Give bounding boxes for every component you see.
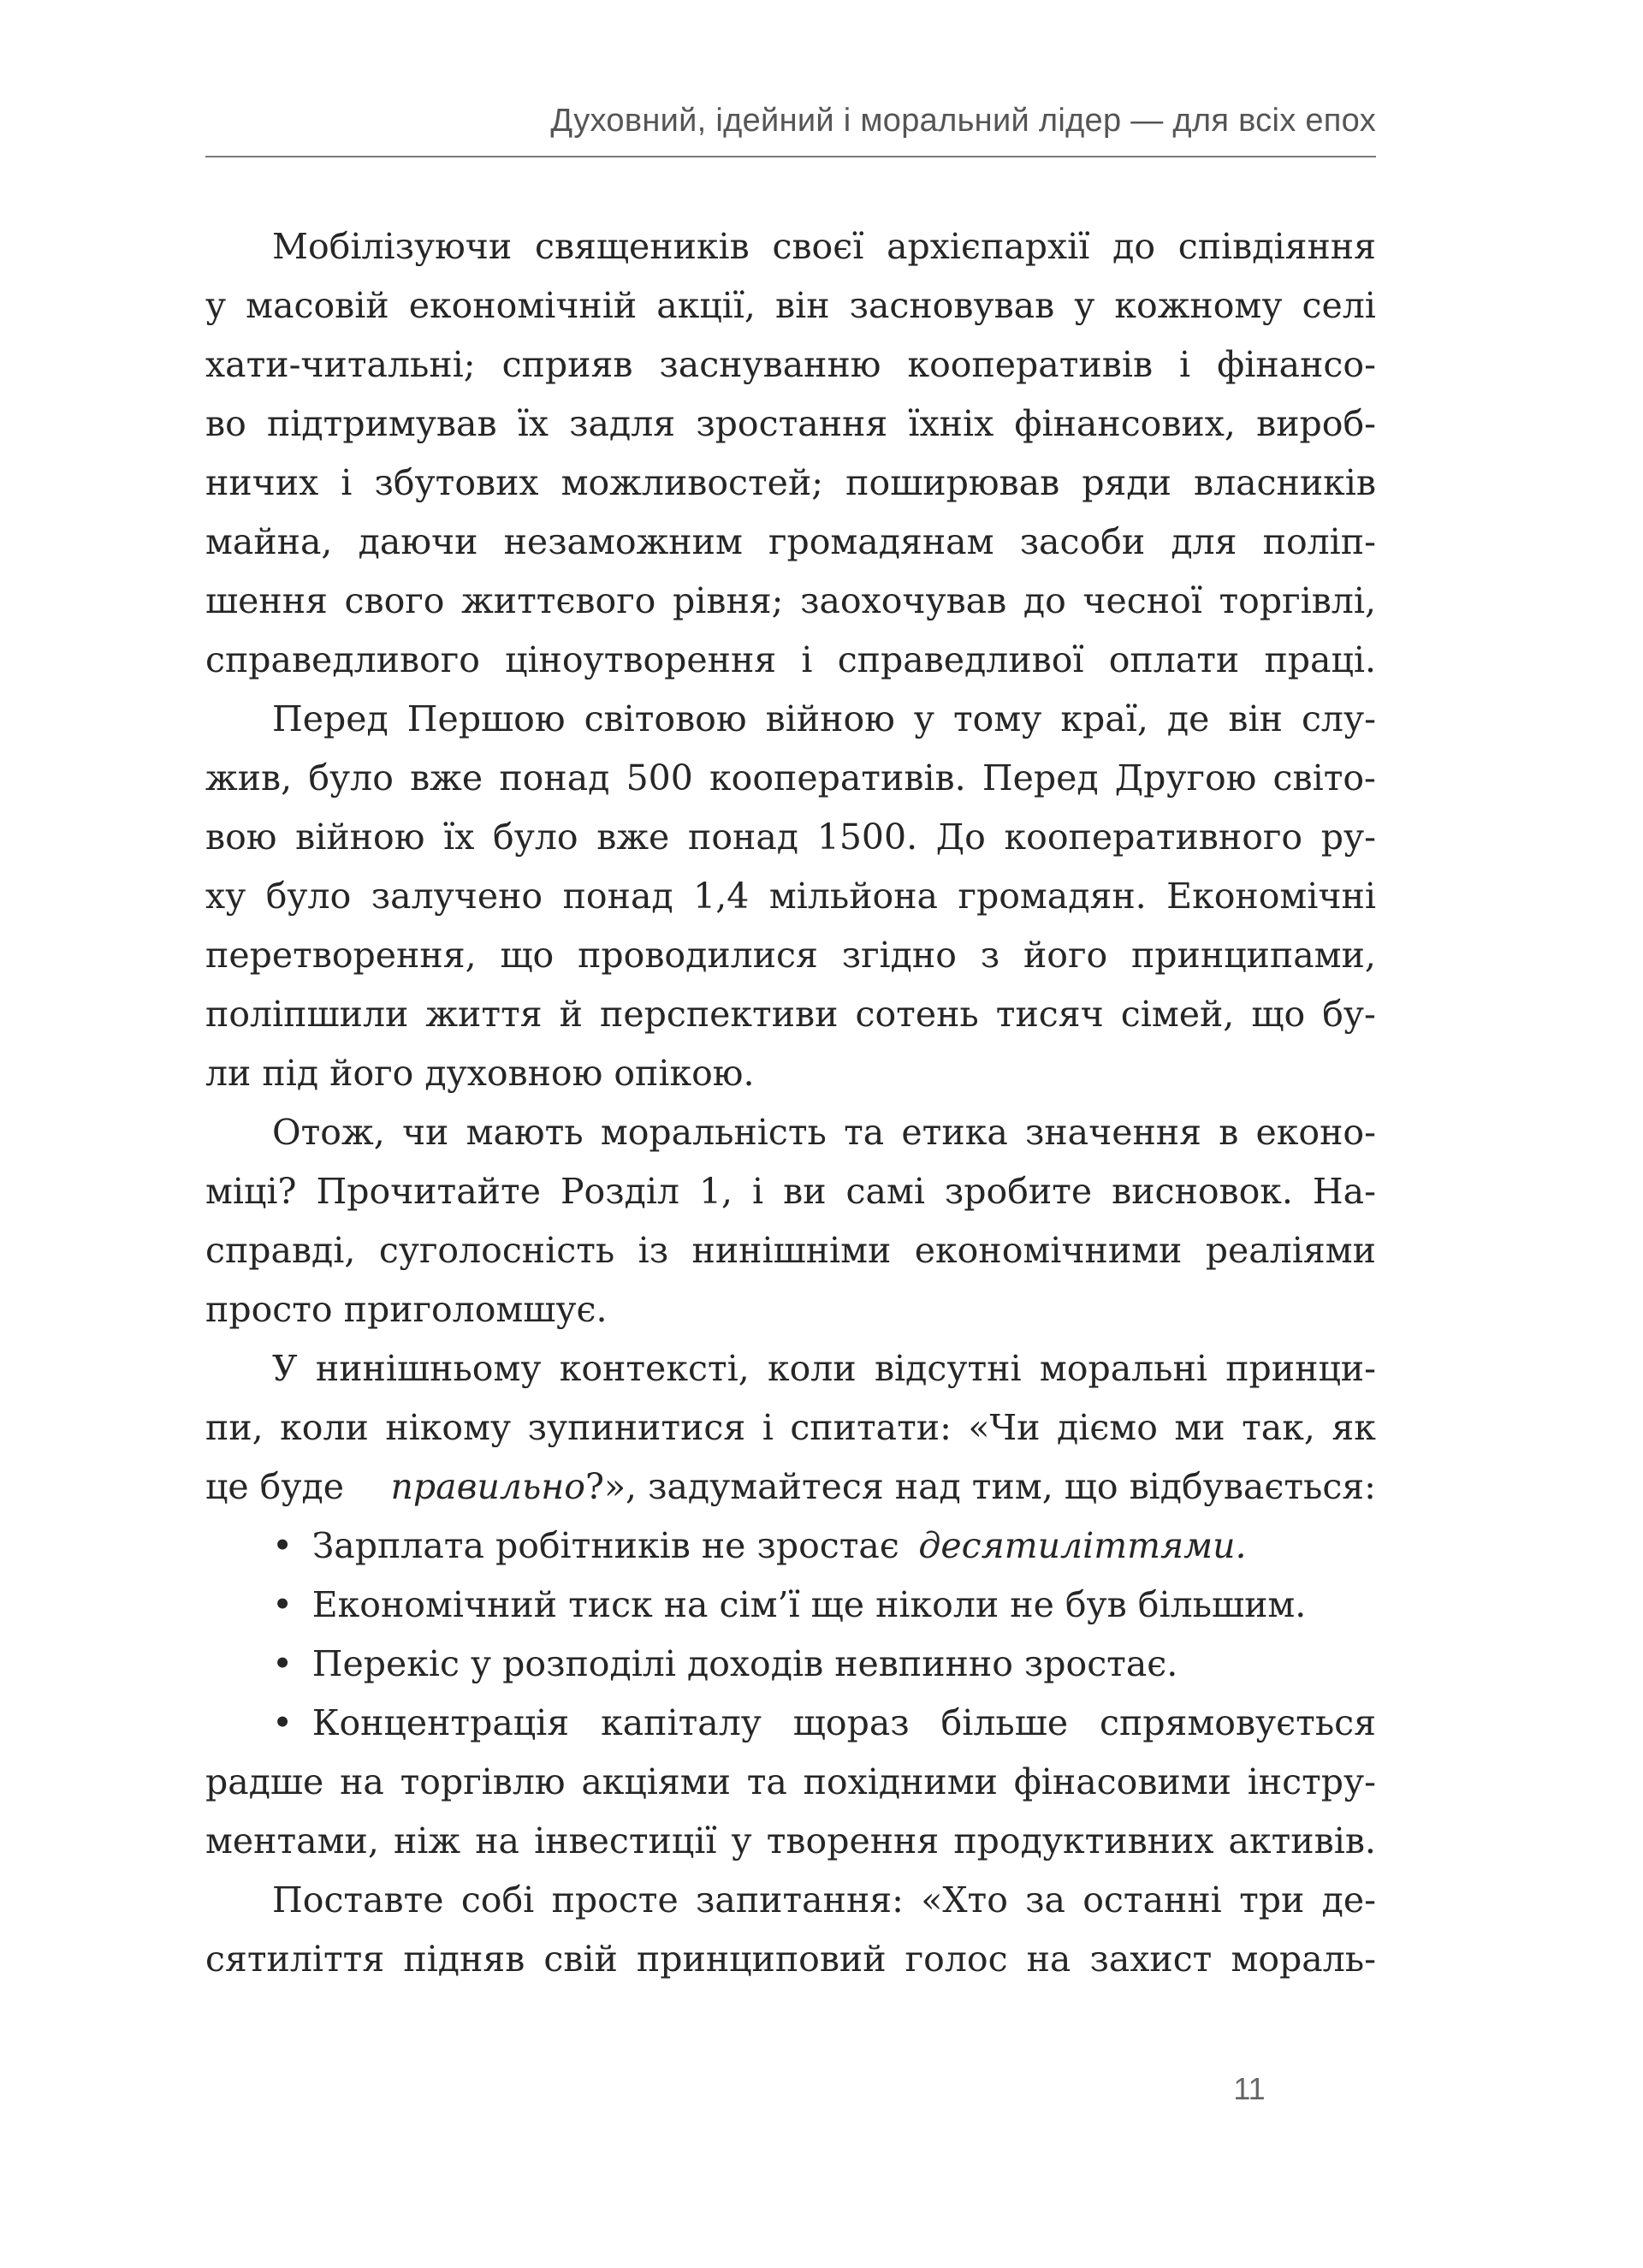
text-line xyxy=(205,985,1376,1044)
word: мораль- xyxy=(1231,1938,1376,1980)
word: й xyxy=(559,994,583,1035)
bullet-text: Економічний тиск на сім’ї ще ніколи не був більшим. xyxy=(311,1584,1307,1625)
word: акціями xyxy=(581,1761,731,1802)
word: Перед xyxy=(982,757,1099,799)
word: понад xyxy=(499,757,610,799)
word: значення xyxy=(1024,1112,1201,1153)
bullet-text: Перекіс у розподілі доходів невпинно зростає. xyxy=(311,1643,1178,1684)
text-line: просто приголомшує. xyxy=(205,1289,608,1330)
word: тому xyxy=(952,698,1042,739)
word: останні xyxy=(1082,1879,1222,1921)
running-header-title: Духовний, ідейний і моральний лідер — для всіх епох xyxy=(550,103,1376,139)
word: Отож, xyxy=(272,1112,385,1153)
word: їхніх xyxy=(908,403,994,444)
word: світо- xyxy=(1272,757,1376,799)
text-line xyxy=(205,690,1376,749)
word: селі xyxy=(1302,285,1376,326)
text-line xyxy=(205,217,1376,276)
bullet-item xyxy=(205,1517,1376,1576)
word: коли xyxy=(768,1348,857,1389)
word: світовою xyxy=(584,698,747,739)
word: вже xyxy=(596,816,670,858)
word: кооперативів. xyxy=(709,757,966,799)
word: 1500. xyxy=(816,816,918,858)
word: вою xyxy=(205,816,277,858)
word: три xyxy=(1239,1879,1305,1921)
word: «Чи xyxy=(968,1407,1041,1448)
word: на xyxy=(1026,1938,1071,1980)
word: підняв xyxy=(403,1938,525,1980)
text-line xyxy=(205,867,1376,926)
word: принциповий xyxy=(636,1938,887,1980)
word: 1, xyxy=(698,1171,733,1212)
word: нікому xyxy=(385,1407,512,1448)
word: було xyxy=(265,876,352,917)
word: спрямовується xyxy=(1100,1702,1376,1743)
text-line: ли під його духовною опікою. xyxy=(205,1053,755,1094)
word: еконо- xyxy=(1255,1112,1376,1153)
text-line xyxy=(205,1339,1376,1398)
text-run xyxy=(391,1458,1377,1517)
word: незаможним xyxy=(503,521,743,562)
word: поширював xyxy=(845,462,1060,503)
text-line xyxy=(205,808,1376,867)
word: тисяч xyxy=(995,994,1104,1035)
word: самі xyxy=(845,1171,925,1212)
word: праці. xyxy=(1264,639,1376,680)
word: просте xyxy=(551,1879,679,1921)
bullet-item xyxy=(205,1576,1376,1635)
emphasized-word: правильно xyxy=(390,1466,585,1507)
word: свого xyxy=(344,580,445,621)
word: міці? xyxy=(205,1171,297,1212)
word: війною xyxy=(295,816,425,858)
word: фінансо- xyxy=(1217,344,1376,385)
bullet-text xyxy=(312,1694,1376,1753)
text-line xyxy=(205,749,1376,808)
paragraph-1 xyxy=(205,217,1376,690)
word: До xyxy=(935,816,986,858)
word: заснуванню xyxy=(659,344,881,385)
word: на xyxy=(340,1761,384,1802)
word: захист xyxy=(1089,1938,1213,1980)
word: похідними xyxy=(803,1761,998,1802)
word: священиків xyxy=(534,226,750,267)
text-line xyxy=(205,926,1376,985)
bullet-list xyxy=(205,1517,1376,1871)
word: сприяв xyxy=(501,344,633,385)
word: зростання xyxy=(696,403,888,444)
paragraph-closing xyxy=(205,1871,1376,1989)
bullet-marker: • xyxy=(272,1643,294,1684)
word: радше xyxy=(205,1761,324,1802)
word: і xyxy=(1179,344,1191,385)
word: коли xyxy=(280,1407,369,1448)
text-line-with-emphasis xyxy=(205,1458,1376,1517)
word: понад xyxy=(688,816,799,858)
bullet-first-line xyxy=(205,1694,1376,1753)
word: етика xyxy=(901,1112,1008,1153)
word: капіталу xyxy=(601,1702,762,1743)
word: оплати xyxy=(1108,639,1240,680)
word: Поставте xyxy=(272,1879,444,1921)
word: більше xyxy=(940,1702,1069,1743)
word: запитання: xyxy=(696,1879,904,1921)
word: ми xyxy=(1174,1407,1225,1448)
text-line xyxy=(205,1398,1376,1458)
word: архієпархії xyxy=(887,226,1090,267)
word: зробите xyxy=(944,1171,1093,1212)
word: мільйона xyxy=(768,876,938,917)
word: голос xyxy=(905,1938,1008,1980)
word: можливостей; xyxy=(561,462,824,503)
header-rule xyxy=(205,156,1376,157)
text-line xyxy=(205,335,1376,395)
word: ментами, xyxy=(205,1820,379,1861)
word: вироб- xyxy=(1256,403,1376,444)
word: де xyxy=(1166,698,1210,739)
word: інстру- xyxy=(1247,1761,1376,1802)
word: так, xyxy=(1242,1407,1315,1448)
text-line xyxy=(205,276,1376,335)
word: в xyxy=(1219,1112,1239,1153)
text-line xyxy=(205,631,1376,690)
word: згідно xyxy=(841,935,957,976)
bullet-item xyxy=(205,1694,1376,1871)
text-line xyxy=(205,572,1376,631)
paragraph-2 xyxy=(205,690,1376,1103)
text-line xyxy=(205,454,1376,513)
word: що xyxy=(500,935,555,976)
word: спитати: xyxy=(790,1407,952,1448)
body-text xyxy=(205,217,1376,1989)
word: Мобілізуючи xyxy=(272,226,513,267)
text-line xyxy=(205,513,1376,572)
word: контексті, xyxy=(559,1348,750,1389)
word: і xyxy=(762,1407,774,1448)
word: де- xyxy=(1321,1879,1376,1921)
word: громадянам xyxy=(768,521,994,562)
word: підтримував xyxy=(266,403,497,444)
word: моральні xyxy=(1039,1348,1207,1389)
word: жив, xyxy=(205,757,293,799)
text-line xyxy=(205,1162,1376,1221)
word: пи, xyxy=(205,1407,264,1448)
word: продуктивних xyxy=(953,1820,1214,1861)
word: сімей, xyxy=(1120,994,1235,1035)
word: торгівлі, xyxy=(1219,580,1376,621)
word: 1,4 xyxy=(693,876,750,917)
word: для xyxy=(1171,521,1237,562)
word: за xyxy=(1025,1879,1065,1921)
word: кооперативного xyxy=(1004,816,1303,858)
word: торгівлю xyxy=(400,1761,566,1802)
word: задля xyxy=(569,403,676,444)
word: та xyxy=(844,1112,885,1153)
word: моральність xyxy=(600,1112,827,1153)
word: рівня; xyxy=(673,580,784,621)
word: кожному xyxy=(1114,285,1283,326)
word: Прочитайте xyxy=(316,1171,541,1212)
text-line xyxy=(205,395,1376,454)
paragraph-4 xyxy=(205,1339,1376,1517)
word: суголосність xyxy=(378,1230,615,1271)
word: він xyxy=(775,285,830,326)
word: свій xyxy=(543,1938,618,1980)
word: у xyxy=(731,1820,752,1861)
word: мають xyxy=(466,1112,584,1153)
text-line xyxy=(205,1103,1376,1162)
word: щораз xyxy=(792,1702,910,1743)
word: було xyxy=(308,757,394,799)
word: акції, xyxy=(656,285,756,326)
bullet-marker: • xyxy=(272,1525,294,1566)
word: На- xyxy=(1312,1171,1376,1212)
word: активів. xyxy=(1228,1820,1376,1861)
word: Другою xyxy=(1114,757,1257,799)
word: висновок. xyxy=(1112,1171,1293,1212)
word: фінасовими xyxy=(1013,1761,1231,1802)
text-run: ?», задумайтеся над тим, що відбувається: xyxy=(584,1466,1376,1507)
word: принци- xyxy=(1225,1348,1376,1389)
word: засоби xyxy=(1019,521,1146,562)
word: на xyxy=(475,1820,519,1861)
word: чесної xyxy=(1082,580,1202,621)
word: проводилися xyxy=(578,935,818,976)
word: масовій xyxy=(246,285,389,326)
word: що xyxy=(1251,994,1306,1035)
word: майна, xyxy=(205,521,333,562)
word: бу- xyxy=(1322,994,1376,1035)
word: даючи xyxy=(358,521,478,562)
word: собі xyxy=(460,1879,535,1921)
text-line xyxy=(205,1812,1376,1871)
page-number: 11 xyxy=(1233,2071,1266,2106)
word: діємо xyxy=(1056,1407,1158,1448)
word: співдіяння xyxy=(1177,226,1376,267)
word: перетворення, xyxy=(205,935,477,976)
word: кооперативів xyxy=(907,344,1154,385)
text-line xyxy=(205,1753,1376,1812)
word: краї, xyxy=(1060,698,1148,739)
word: до xyxy=(1112,226,1156,267)
word: перспективи xyxy=(600,994,839,1035)
word: і xyxy=(752,1171,764,1212)
emphasized-word: десятиліттями. xyxy=(918,1525,1247,1566)
text-line xyxy=(205,1871,1376,1930)
word: їх xyxy=(443,816,475,858)
word: ви xyxy=(783,1171,827,1212)
word: ру- xyxy=(1320,816,1376,858)
word: його xyxy=(1023,935,1108,976)
word: ніж xyxy=(393,1820,461,1861)
word: з xyxy=(980,935,1000,976)
word: життєвого xyxy=(461,580,656,621)
word: слу- xyxy=(1301,698,1376,739)
word: ху xyxy=(205,876,246,917)
word: справедливого xyxy=(205,639,480,680)
word: заохочував xyxy=(800,580,1007,621)
word: ничих xyxy=(205,462,319,503)
word: засновував xyxy=(849,285,1055,326)
text-line xyxy=(205,1221,1376,1280)
word: 500 xyxy=(626,757,693,799)
bullet-marker: • xyxy=(272,1702,294,1743)
bullet-item xyxy=(205,1635,1376,1694)
text-line xyxy=(205,1930,1376,1989)
word: фінансових, xyxy=(1014,403,1236,444)
word: економічними xyxy=(914,1230,1183,1271)
word: сятиліття xyxy=(205,1938,385,1980)
word: відсутні xyxy=(874,1348,1022,1389)
word: як xyxy=(1332,1407,1376,1448)
word: «Хто xyxy=(921,1879,1008,1921)
word: поліп- xyxy=(1262,521,1376,562)
word: ціноутворення xyxy=(505,639,777,680)
word: Концентрація xyxy=(311,1702,570,1743)
word: У xyxy=(272,1348,298,1389)
word: хати-читальні; xyxy=(205,344,476,385)
word: своєї xyxy=(772,226,864,267)
word: ряди xyxy=(1082,462,1171,503)
word: у xyxy=(205,285,227,326)
word: економічній xyxy=(408,285,638,326)
word: із xyxy=(638,1230,669,1271)
word: сотень xyxy=(855,994,979,1035)
word: Першою xyxy=(406,698,566,739)
word: во xyxy=(205,403,246,444)
word: чи xyxy=(401,1112,449,1153)
bullet-text: Зарплата робітників не зростає xyxy=(311,1525,899,1566)
bullet-marker: • xyxy=(272,1584,294,1625)
text-run: це буде xyxy=(205,1466,344,1507)
word: громадян. xyxy=(958,876,1147,917)
word: їх xyxy=(517,403,549,444)
word: війною xyxy=(765,698,895,739)
word: інвестиції xyxy=(534,1820,717,1861)
word: життя xyxy=(425,994,543,1035)
word: справді, xyxy=(205,1230,356,1271)
word: поліпшили xyxy=(205,994,409,1035)
word: він xyxy=(1228,698,1283,739)
word: і xyxy=(341,462,353,503)
word: залучено xyxy=(371,876,543,917)
word: Економічні xyxy=(1166,876,1376,917)
word: зупинитися xyxy=(527,1407,746,1448)
word: шення xyxy=(205,580,328,621)
word: та xyxy=(746,1761,787,1802)
paragraph-3 xyxy=(205,1103,1376,1339)
word: Розділ xyxy=(560,1171,679,1212)
word: у xyxy=(913,698,934,739)
word: вже xyxy=(410,757,483,799)
word: у xyxy=(1074,285,1095,326)
word: власників xyxy=(1193,462,1376,503)
word: було xyxy=(493,816,578,858)
word: справедливої xyxy=(837,639,1084,680)
word: нинішніми xyxy=(691,1230,892,1271)
word: принципами, xyxy=(1130,935,1376,976)
word: до xyxy=(1023,580,1066,621)
word: творення xyxy=(766,1820,940,1861)
word: і xyxy=(801,639,813,680)
word: понад xyxy=(562,876,673,917)
word: реаліями xyxy=(1205,1230,1376,1271)
word: збутових xyxy=(374,462,539,503)
word: Перед xyxy=(272,698,389,739)
word: нинішньому xyxy=(315,1348,542,1389)
